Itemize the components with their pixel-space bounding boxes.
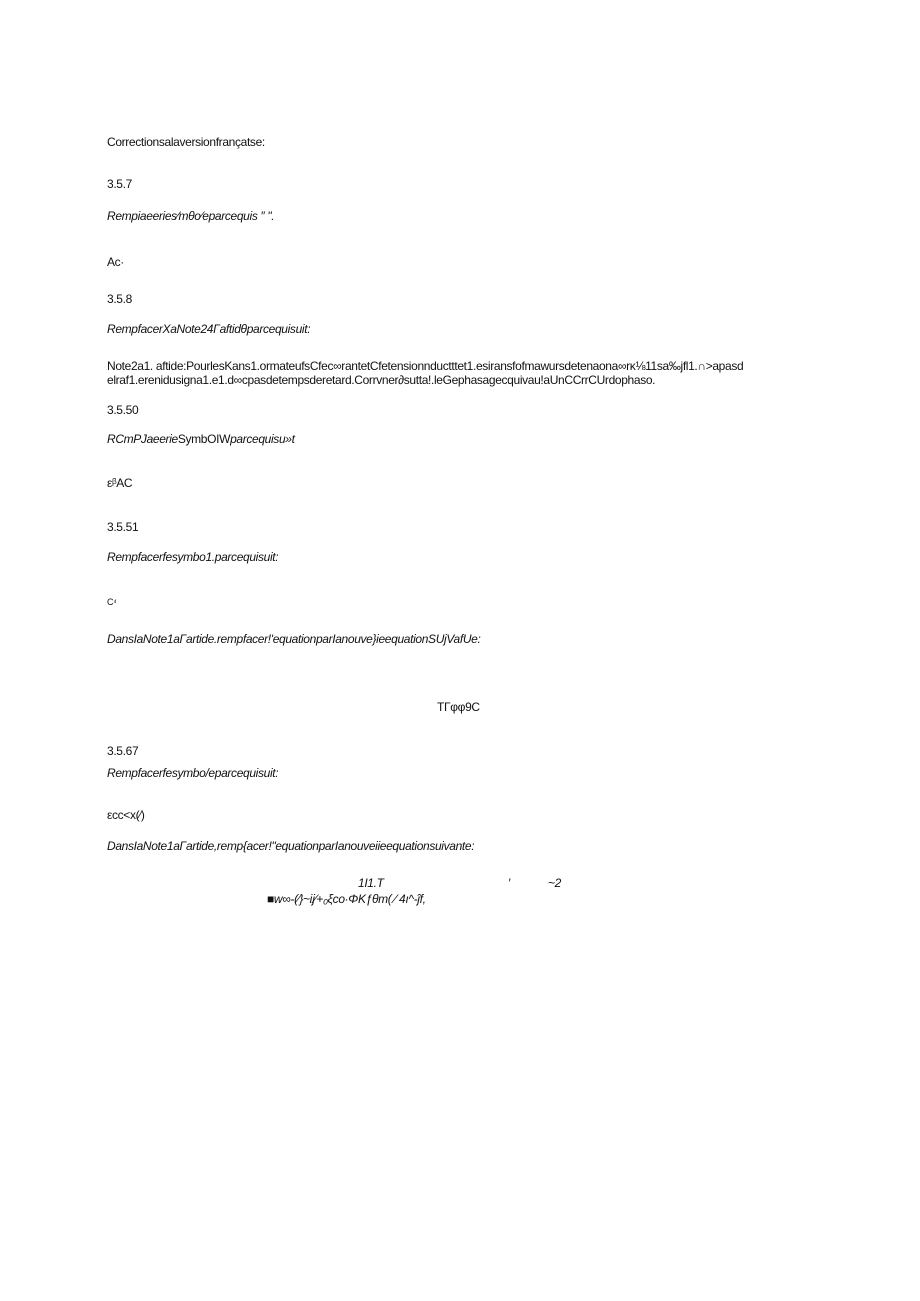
- section-content: Ac·: [107, 255, 124, 269]
- section-content: εcc<x(⁄): [107, 808, 145, 822]
- equation-fragment: ′: [508, 876, 510, 890]
- note-line: elraf1.erenidusigna1.e1.d∞cpasdetempsderetard.Corrvner∂sutta!.leGephasagecquivau!aUnCCrrCUrdophaso.: [107, 373, 656, 387]
- equation: ■w∞-(⁄}~ĳ⁄+₀ξcο·ΦKƒθm( ⁄ 4ı^-ĵf,: [267, 892, 426, 906]
- section-instruction: Rempfacerfesymbo1.parcequisuit:: [107, 550, 279, 564]
- section-number: 3.5.7: [107, 177, 132, 191]
- section-instruction: DansIaNote1aΓartide.rempfacer!'equationparIanouve}ieequationSUjVafUe:: [107, 632, 481, 646]
- section-number: 3.5.67: [107, 744, 139, 758]
- section-instruction: RCmPJaeerieSymbOIWparcequisu»t: [107, 432, 295, 446]
- section-instruction: RempfacerXaNote24Γaftidθparcequisuit:: [107, 322, 311, 336]
- section-instruction: Rempiaeeries⁄mθo⁄eparcequis ″ ".: [107, 209, 275, 223]
- equation-fragment: 1I1.T: [358, 876, 384, 890]
- section-instruction: Rempfacerfesymbo/eparcequisuit:: [107, 766, 279, 780]
- section-number: 3.5.8: [107, 292, 132, 306]
- section-content: εᵝAC: [107, 476, 133, 490]
- section-content: C⁴: [107, 597, 117, 607]
- note-line: Note2a1. aftide:PourlesKans1.ormateufsCfec∞rantetCfetensionnductttet1.esiransfofmawursdetenaona∞rκ⅛11sa‰jfl1.∩>apasd: [107, 359, 744, 373]
- equation: TΓφφ9C: [437, 700, 480, 714]
- equation-fragment: ~2: [548, 876, 561, 890]
- section-number: 3.5.51: [107, 520, 139, 534]
- section-instruction: DansIaNote1aΓartide,remp{acer!"equationparIanouveiieequationsuivante:: [107, 839, 475, 853]
- note-paragraph: [107, 359, 812, 387]
- page-heading: Correctionsalaversionfrançatse:: [107, 135, 265, 149]
- section-number: 3.5.50: [107, 403, 139, 417]
